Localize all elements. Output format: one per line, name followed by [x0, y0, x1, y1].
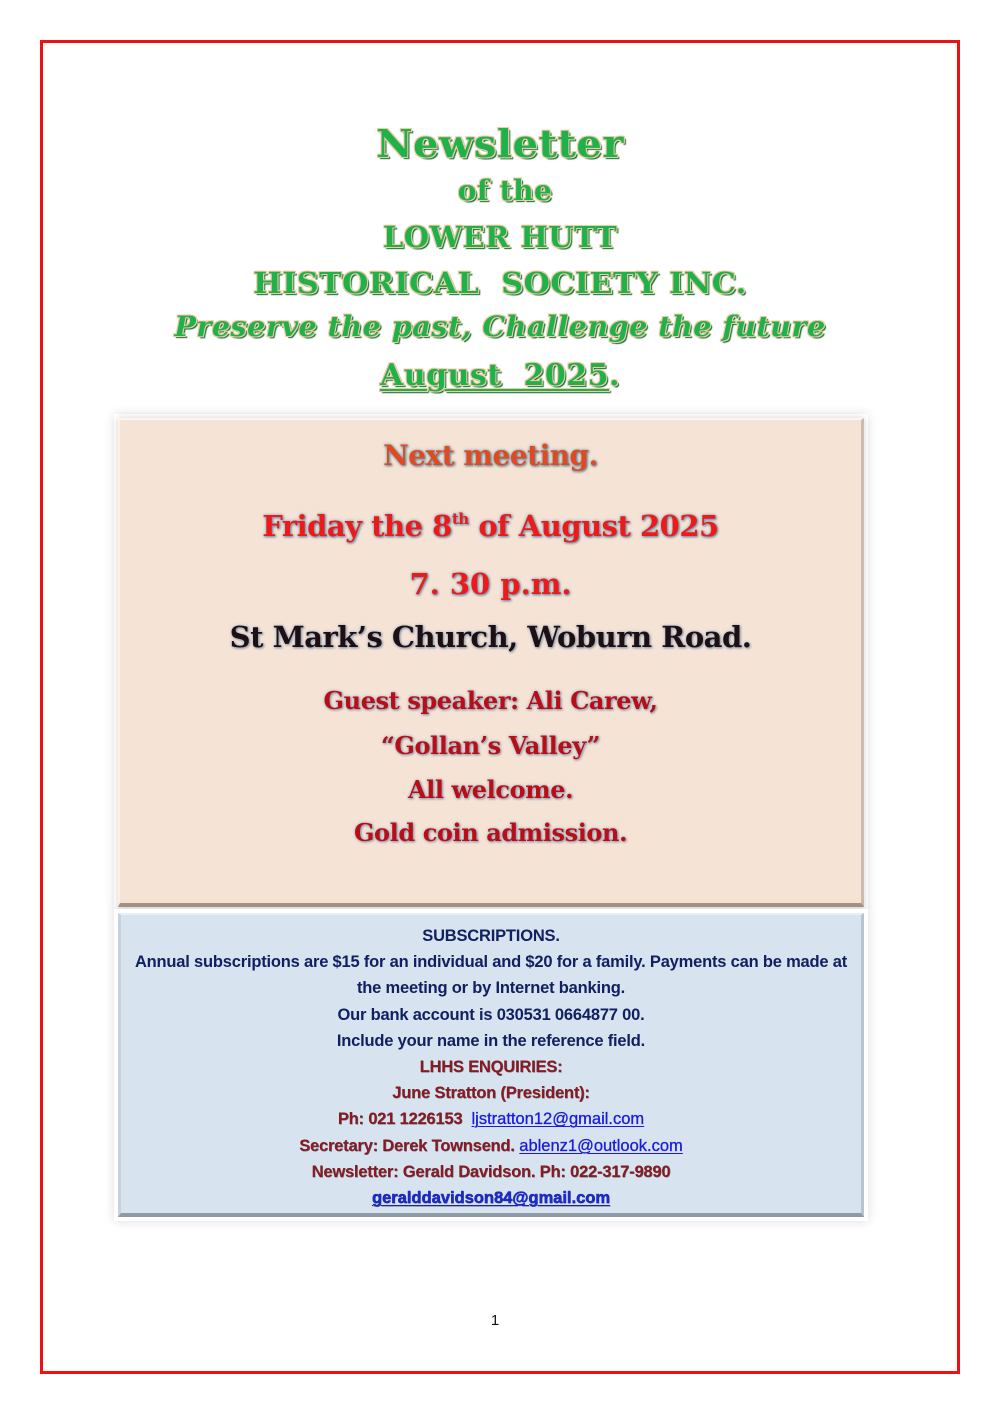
- of-the-text: of the: [457, 174, 553, 207]
- society-motto: Preserve the past, Challenge the future: [174, 310, 826, 343]
- subscriptions-body: Annual subscriptions are $15 for an individual and $20 for a family. Payments can be made at the meeting or by Internet banking.: [134, 953, 848, 998]
- president-phone: Ph: 021 1226153: [337, 1110, 463, 1129]
- president-email-link[interactable]: ljstratton12@gmail.com: [471, 1110, 645, 1129]
- all-welcome-note: All welcome.: [407, 775, 574, 804]
- meeting-venue: St Mark’s Church, Woburn Road.: [229, 620, 752, 654]
- enquiries-heading: LHHS ENQUIRIES:: [419, 1058, 563, 1077]
- subscriptions-panel: [118, 913, 864, 1217]
- admission-note: Gold coin admission.: [353, 818, 628, 847]
- meeting-date-ordinal: th: [451, 510, 469, 528]
- talk-title: “Gollan’s Valley”: [380, 731, 601, 760]
- meeting-date-suffix: of August 2025: [468, 509, 719, 543]
- meeting-date: [120, 509, 861, 543]
- page-number: 1: [490, 1312, 500, 1329]
- bank-account: Our bank account is 030531 0664877 00.: [337, 1005, 645, 1024]
- secretary-contact: [121, 1133, 861, 1159]
- secretary-name: Secretary: Derek Townsend.: [299, 1136, 515, 1155]
- org-name-line2: HISTORICAL SOCIETY INC.: [253, 266, 747, 300]
- issue-date-text: August 2025: [380, 358, 610, 393]
- newsletter-editor-contact: Newsletter: Gerald Davidson. Ph: 022-317-9890: [311, 1162, 671, 1181]
- reference-note: Include your name in the reference field.: [336, 1031, 646, 1050]
- newsletter-title: Newsletter: [376, 121, 624, 166]
- masthead: [43, 121, 957, 405]
- issue-date-period: .: [609, 358, 620, 393]
- subscriptions-heading: SUBSCRIPTIONS.: [422, 927, 560, 945]
- president-contact: [121, 1106, 861, 1132]
- newsletter-email-link[interactable]: geralddavidson84@gmail.com: [372, 1189, 610, 1208]
- next-meeting-panel: [118, 418, 864, 907]
- guest-speaker: Guest speaker: Ali Carew,: [323, 686, 658, 715]
- issue-date: [43, 358, 957, 405]
- president-name: June Stratton (President):: [392, 1084, 590, 1103]
- meeting-date-prefix: Friday the 8: [262, 509, 452, 543]
- secretary-email-link[interactable]: ablenz1@outlook.com: [519, 1136, 683, 1155]
- org-name-line1: LOWER HUTT: [382, 220, 618, 254]
- next-meeting-heading: Next meeting.: [383, 439, 598, 472]
- meeting-time: 7. 30 p.m.: [409, 567, 572, 601]
